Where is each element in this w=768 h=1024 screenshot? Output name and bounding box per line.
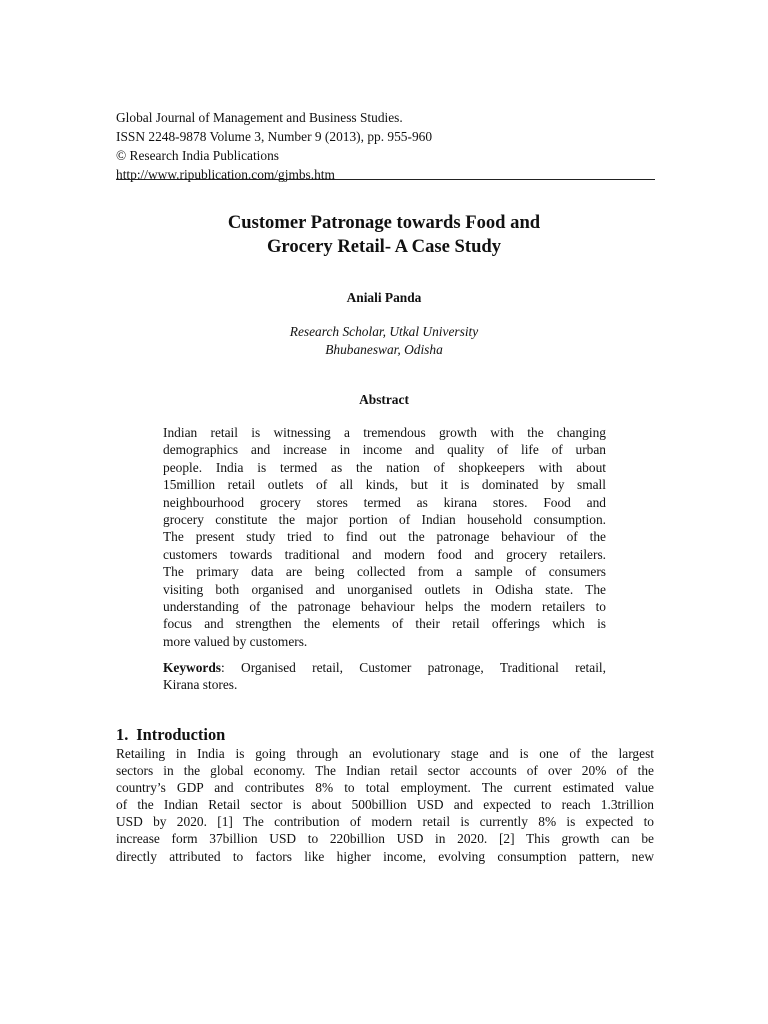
abstract-line: grocery constitute the major portion of Indian household consumption. <box>163 512 606 528</box>
publisher-line: © Research India Publications <box>116 148 280 163</box>
abstract-line: 15million retail outlets of all kinds, but it is dominated by small <box>163 477 606 493</box>
title-line-2: Grocery Retail- A Case Study <box>266 236 502 257</box>
abstract-line: people. India is termed as the nation of shopkeepers with about <box>163 459 606 475</box>
affiliation-line-2: Bhubaneswar, Odisha <box>325 342 443 357</box>
journal-url: http://www.ripublication.com/gjmbs.htm <box>116 167 335 182</box>
abstract-line: The primary data are being collected from a sample of consumers <box>163 564 606 580</box>
journal-header <box>116 108 656 184</box>
abstract-line: neighbourhood grocery stores termed as kirana stores. Food and <box>163 494 606 510</box>
abstract-line: demographics and increase in income and quality of life of urban <box>163 442 606 458</box>
title-line-1: Customer Patronage towards Food and <box>227 212 541 233</box>
abstract-line: visiting both organised and unorganised outlets in Odisha state. The <box>163 581 606 597</box>
body-line: increase form 37billion USD to 220billion USD in 2020. [2] This growth can be <box>116 831 654 847</box>
keywords-label: Keywords <box>163 660 222 675</box>
section-title: Introduction <box>136 725 226 744</box>
author-affiliation <box>116 323 652 359</box>
keywords-block <box>163 659 606 694</box>
abstract-heading: Abstract <box>359 392 409 407</box>
header-divider <box>116 179 655 180</box>
journal-name: Global Journal of Management and Business Studies. <box>116 110 403 125</box>
body-line: Retailing in India is going through an evolutionary stage and is one of the largest <box>116 746 654 761</box>
body-line: sectors in the global economy. The Indian retail sector accounts of over 20% of the <box>116 763 654 779</box>
issn-line: ISSN 2248-9878 Volume 3, Number 9 (2013), pp. 955-960 <box>116 129 433 144</box>
body-line: of the Indian Retail sector is about 500billion USD and expected to reach 1.3trillion <box>116 797 654 813</box>
keywords-line-2: Kirana stores. <box>163 677 238 693</box>
abstract-body <box>163 424 606 650</box>
section-heading-introduction <box>116 725 652 745</box>
body-line: country’s GDP and contributes 8% to total employment. The current estimated value <box>116 780 654 796</box>
author-name: Aniali Panda <box>346 290 422 305</box>
abstract-line: more valued by customers. <box>163 633 308 649</box>
section-number: 1. <box>116 725 129 744</box>
keywords-list: : Organised retail, Customer patronage, Traditional retail, <box>221 660 606 675</box>
keywords-line-1 <box>163 659 606 676</box>
abstract-line: understanding of the patronage behaviour helps the modern retailers to <box>163 599 606 615</box>
affiliation-line-1: Research Scholar, Utkal University <box>289 324 479 339</box>
abstract-line: The present study tried to find out the patronage behaviour of the <box>163 529 606 545</box>
introduction-body <box>116 745 654 865</box>
abstract-line: Indian retail is witnessing a tremendous growth with the changing <box>163 425 606 440</box>
paper-title <box>116 211 652 259</box>
body-line: USD by 2020. [1] The contribution of modern retail is currently 8% is expected to <box>116 814 654 830</box>
abstract-line: customers towards traditional and modern food and grocery retailers. <box>163 546 606 562</box>
abstract-line: focus and strengthen the elements of their retail offerings which is <box>163 616 606 632</box>
body-line: directly attributed to factors like higher income, evolving consumption pattern, new <box>116 848 654 864</box>
